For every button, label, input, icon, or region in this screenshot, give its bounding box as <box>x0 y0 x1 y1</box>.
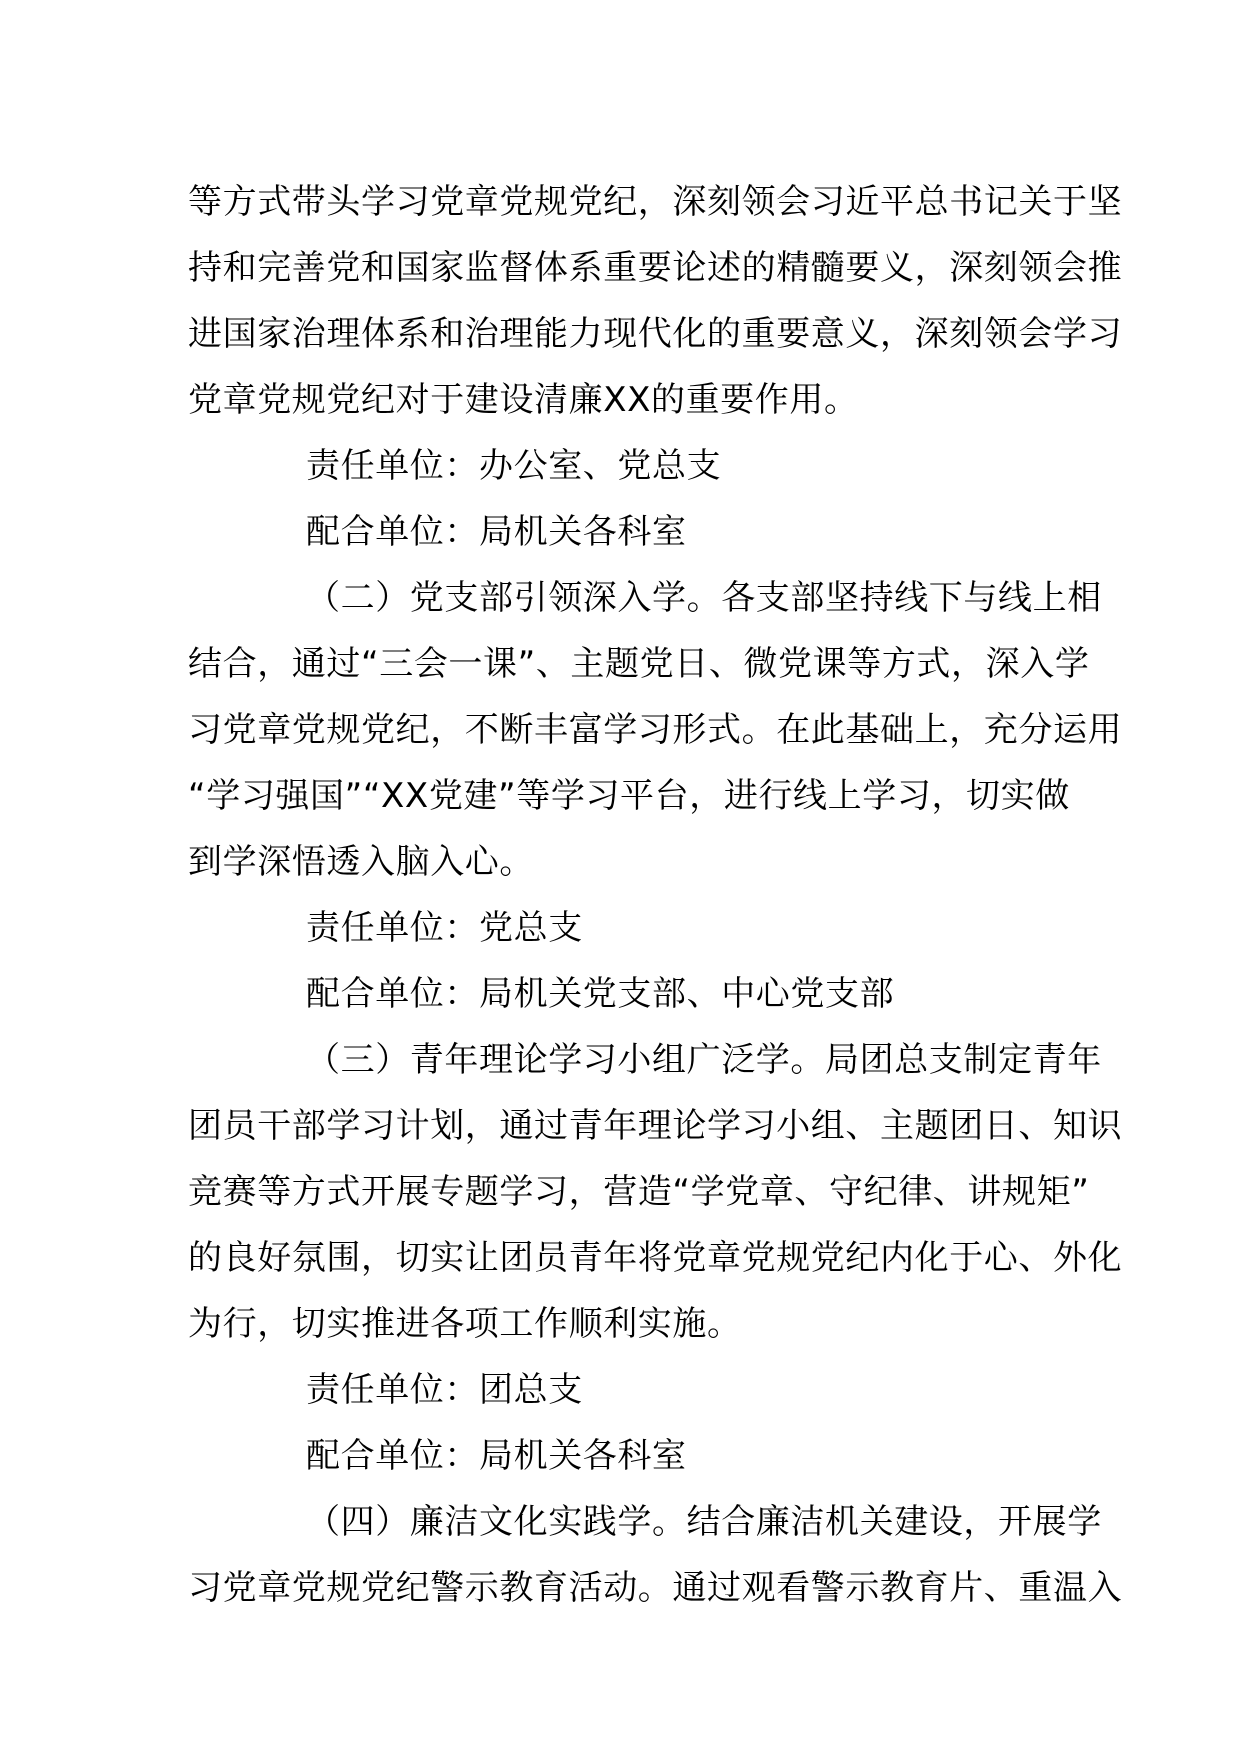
section-heading-line: （四）廉洁文化实践学。结合廉洁机关建设，开展学 <box>306 1502 1102 1542</box>
responsible-unit-line: 责任单位：党总支 <box>306 908 583 948</box>
body-text-line: 等方式带头学习党章党规党纪，深刻领会习近平总书记关于坚 <box>188 182 1123 222</box>
responsible-unit-line: 责任单位：办公室、党总支 <box>306 446 722 486</box>
body-text-line: 党章党规党纪对于建设清廉XX的重要作用。 <box>188 380 859 420</box>
body-text-line: 进国家治理体系和治理能力现代化的重要意义，深刻领会学习 <box>188 314 1123 354</box>
body-text-line: 团员干部学习计划，通过青年理论学习小组、主题团日、知识 <box>188 1106 1123 1146</box>
body-text-line: 持和完善党和国家监督体系重要论述的精髓要义，深刻领会推 <box>188 248 1123 288</box>
body-text-line: 结合，通过“三会一课”、主题党日、微党课等方式，深入学 <box>188 644 1090 684</box>
body-text-line: 到学深悟透入脑入心。 <box>188 842 534 882</box>
body-text-line: 竞赛等方式开展专题学习，营造“学党章、守纪律、讲规矩” <box>188 1172 1090 1212</box>
document-page <box>188 169 1123 1621</box>
section-heading-line: （二）党支部引领深入学。各支部坚持线下与线上相 <box>306 578 1102 618</box>
responsible-unit-line: 责任单位：团总支 <box>306 1370 583 1410</box>
body-text-line: “学习强国”“XX党建”等学习平台，进行线上学习，切实做 <box>188 776 1070 816</box>
cooperating-unit-line: 配合单位：局机关党支部、中心党支部 <box>306 974 895 1014</box>
body-text-line: 为行，切实推进各项工作顺利实施。 <box>188 1304 742 1344</box>
cooperating-unit-line: 配合单位：局机关各科室 <box>306 1436 687 1476</box>
body-text-line: 的良好氛围，切实让团员青年将党章党规党纪内化于心、外化 <box>188 1238 1123 1278</box>
section-heading-line: （三）青年理论学习小组广泛学。局团总支制定青年 <box>306 1040 1102 1080</box>
cooperating-unit-line: 配合单位：局机关各科室 <box>306 512 687 552</box>
body-text-line: 习党章党规党纪，不断丰富学习形式。在此基础上，充分运用 <box>188 710 1123 750</box>
body-text-line: 习党章党规党纪警示教育活动。通过观看警示教育片、重温入 <box>188 1568 1123 1608</box>
